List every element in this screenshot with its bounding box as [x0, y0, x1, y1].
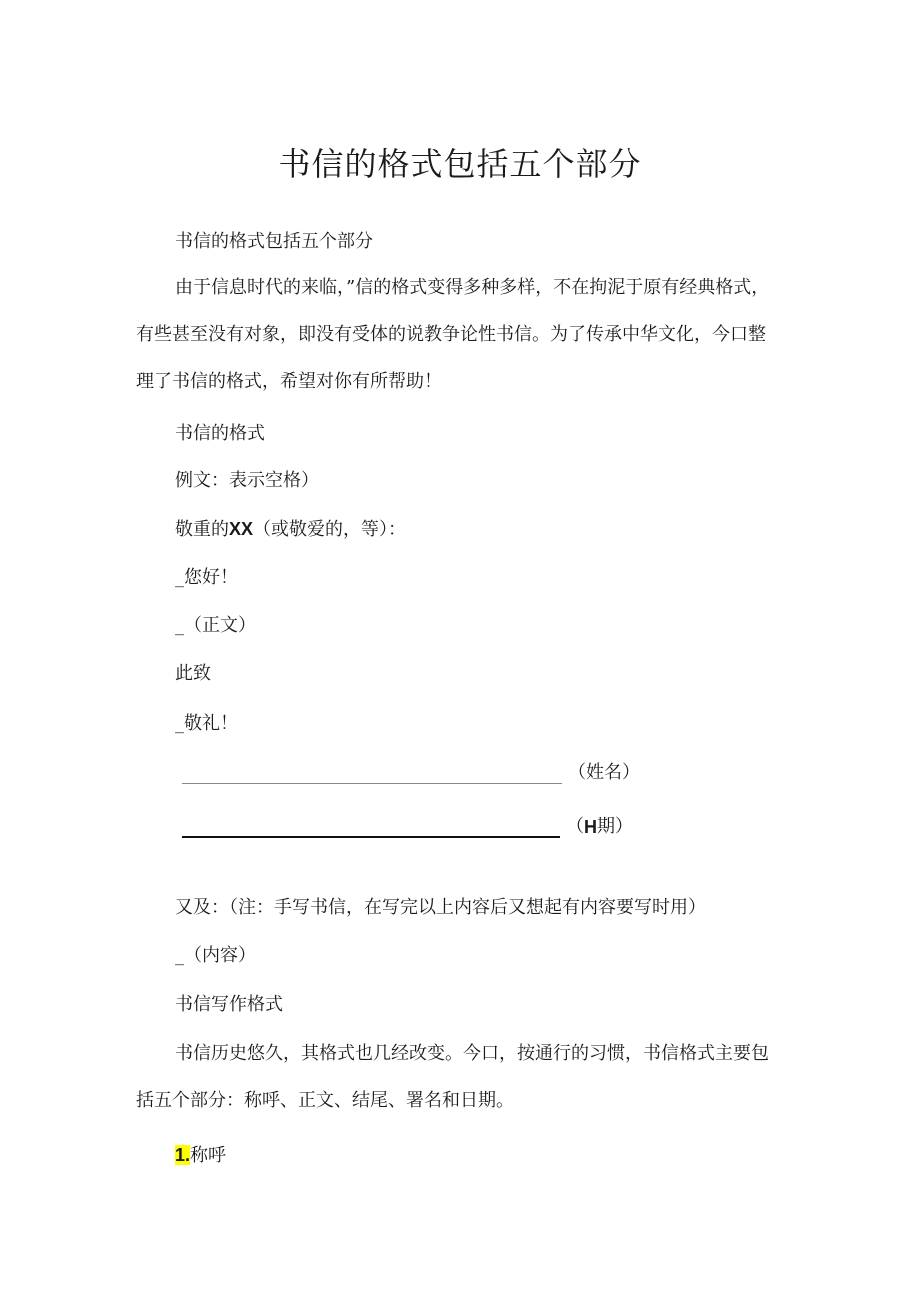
subtitle: 书信的格式包括五个部分	[175, 231, 373, 252]
intro-line-3: 理了书信的格式，希望对你有所帮助！	[136, 371, 442, 392]
list-item-label: 称呼	[190, 1145, 227, 1166]
list-item-salutation	[175, 1140, 226, 1171]
salutation-placeholder: XX	[229, 519, 254, 539]
section-heading-writing-format: 书信写作格式	[175, 994, 283, 1015]
signature-date-h: H	[584, 817, 597, 837]
signature-date-underline	[182, 816, 560, 838]
signature-date-row	[182, 812, 633, 838]
intro-paragraph	[136, 273, 786, 414]
signature-name-underline	[182, 763, 562, 784]
signature-date-rest: 期）	[597, 816, 633, 837]
signature-name-row	[182, 758, 640, 784]
signature-name-label: （姓名）	[568, 762, 640, 783]
salutation-suffix: （或敬爱的，等）：	[253, 519, 407, 540]
history-line-1: 书信历史悠久，其格式也几经改变。今口，按通行的习惯，书信格式主要包	[175, 1043, 769, 1064]
closing-line-2: _敬礼！	[175, 713, 238, 734]
postscript-content-line: _（内容）	[175, 945, 256, 966]
intro-line-2: 有些甚至没有对象，即没有受体的说教争论性书信。为了传承中华文化，今口整	[136, 324, 766, 345]
signature-date-open: （	[566, 816, 584, 837]
history-paragraph	[136, 1039, 786, 1133]
salutation-prefix: 敬重的	[175, 519, 229, 540]
history-line-2: 括五个部分：称呼、正文、结尾、署名和日期。	[136, 1090, 514, 1111]
body-placeholder-line: _（正文）	[175, 615, 256, 636]
section-heading-format: 书信的格式	[175, 423, 265, 444]
intro-line-1: 由于信息时代的来临，”信的格式变得多种多样，不在拘泥于原有经典格式，	[175, 277, 770, 298]
salutation-line	[175, 514, 406, 545]
list-item-number: 1.	[175, 1145, 191, 1165]
example-label: 例文：表示空格）	[175, 470, 319, 491]
postscript-line: 又及：（注：手写书信，在写完以上内容后又想起有内容要写时用）	[175, 897, 706, 918]
document-title: 书信的格式包括五个部分	[278, 145, 642, 183]
greeting-line: _您好！	[175, 567, 238, 588]
closing-line-1: 此致	[175, 663, 211, 684]
